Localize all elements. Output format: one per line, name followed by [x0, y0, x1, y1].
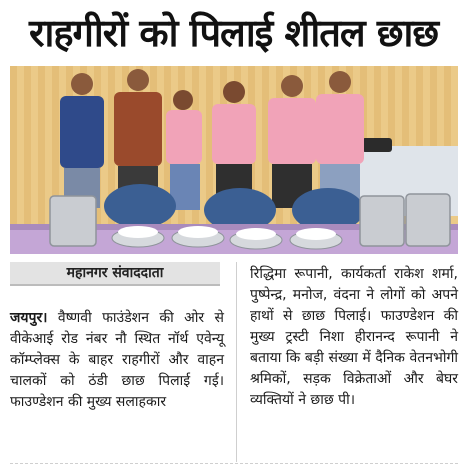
article-column-right [250, 264, 458, 411]
article-text-right: रिद्धिमा रूपानी, कार्यकर्ता राकेश शर्मा, पुष्पेन्द्र, मनोज, वंदना ने लोगों को अपने हाथों से छाछ पिलाई। फाउण्डेशन की मुख्य ट्रस्टी निशा हीरानन्द रूपानी ने बताया कि बड़ी संख्या में दैनिक वेतनभोगी श्रमिकों, सड़क विक्रेताओं और बेघर व्यक्तियों ने छाछ पी। [250, 266, 458, 408]
article-column-left [10, 308, 224, 413]
headline: राहगीरों को पिलाई शीतल छाछ [28, 11, 439, 55]
column-divider [236, 262, 237, 462]
photo-illustration [10, 66, 458, 254]
byline: महानगर संवाददाता [10, 262, 220, 286]
news-photo [10, 66, 458, 254]
bottom-rule [10, 463, 458, 465]
article-text-left: वैष्णवी फाउंडेशन की ओर से वीकेआई रोड नंबर नौ स्थित नॉर्थ एवेन्यू कॉम्प्लेक्स के बाहर राहगीरों और वाहन चालकों को ठंडी छाछ पिलाई गई। फाउण्डेशन की मुख्य सलाहकार [10, 310, 225, 410]
dateline: जयपुर। [10, 310, 48, 326]
